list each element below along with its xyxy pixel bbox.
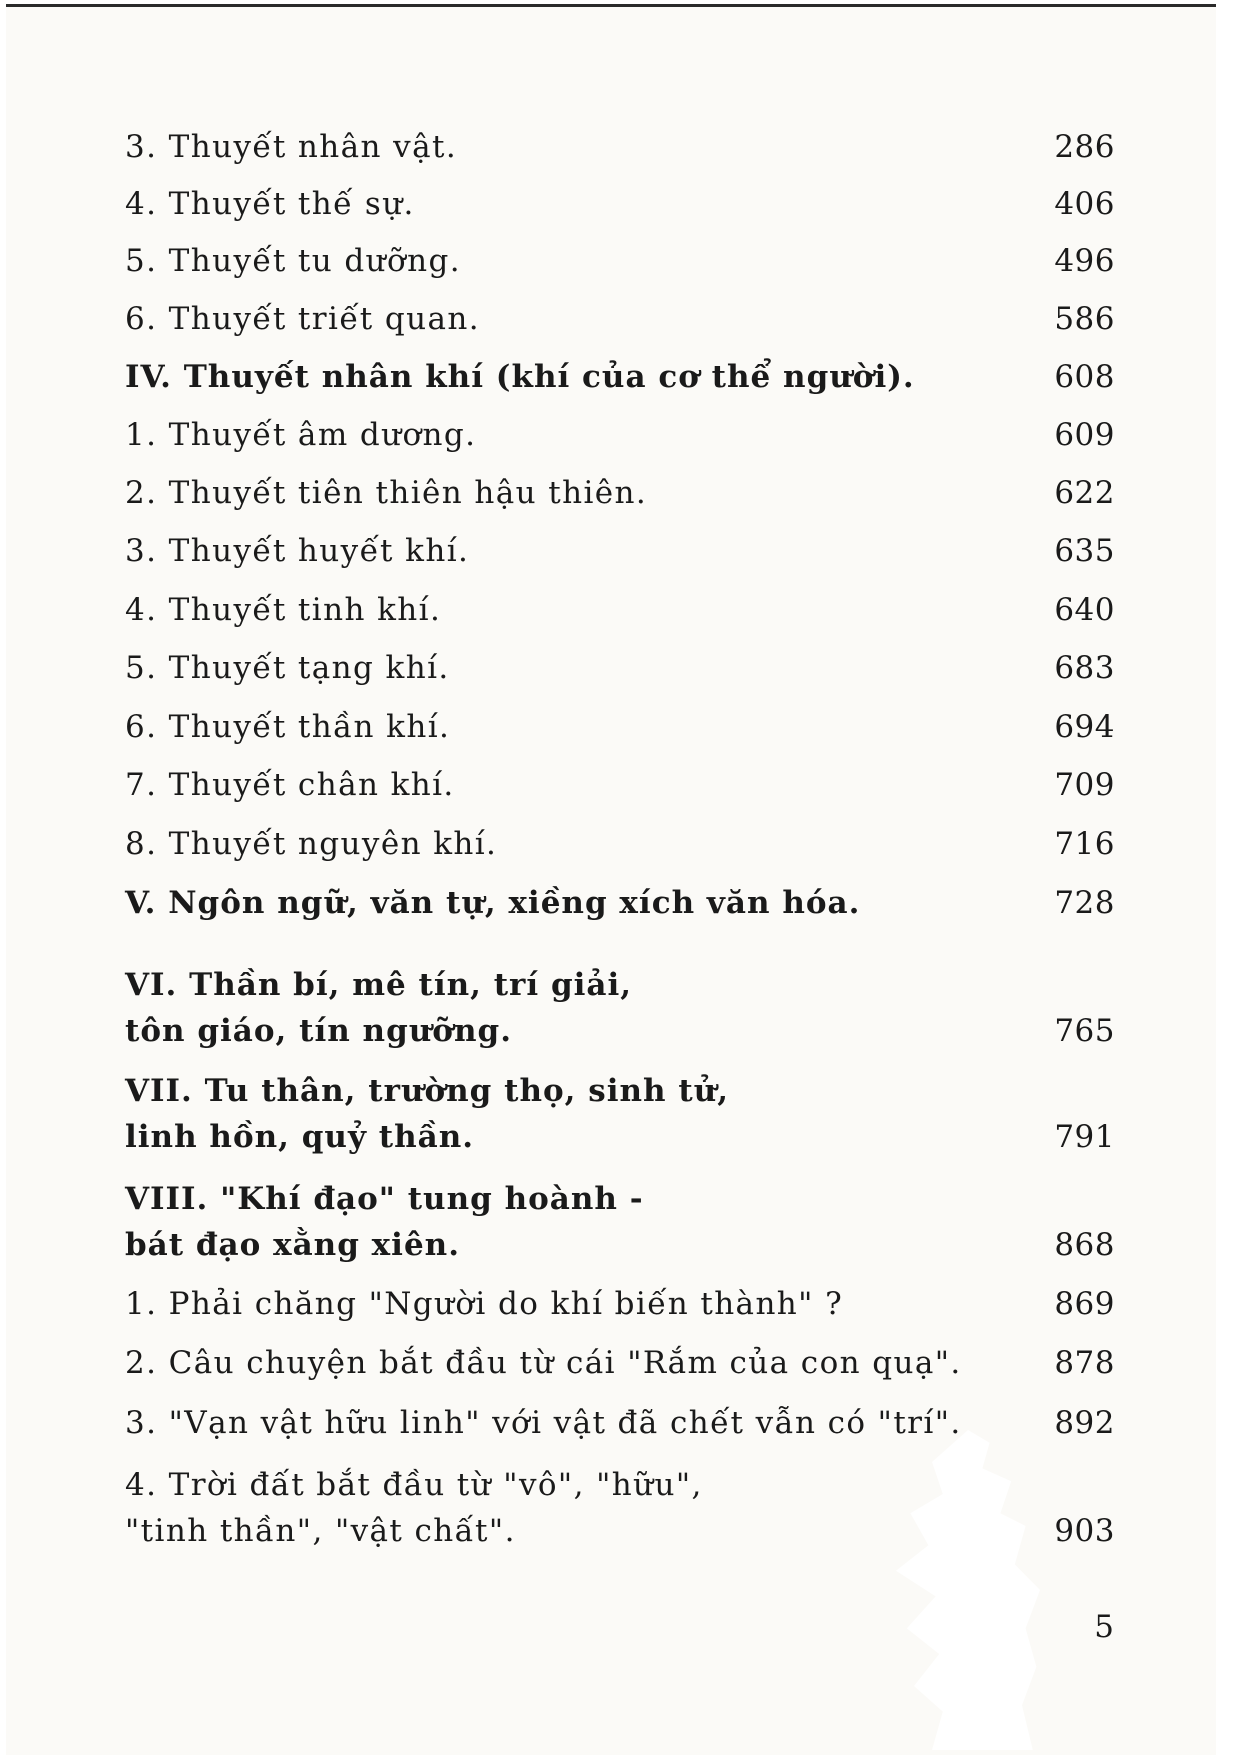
toc-entry-page: 622 — [1054, 475, 1115, 511]
toc-entry-page: 709 — [1054, 767, 1115, 803]
toc-entry-title: 7. Thuyết chân khí. — [125, 767, 455, 803]
toc-section-heading — [125, 880, 1115, 926]
toc-entry-title: 6. Thuyết triết quan. — [125, 301, 481, 337]
toc-entry-title: 5. Thuyết tu dưỡng. — [125, 243, 461, 279]
toc-entry-page: 728 — [1054, 885, 1115, 921]
toc-entry — [125, 1281, 1115, 1327]
toc-entry-page: 694 — [1054, 709, 1115, 745]
toc-entry-page: 765 — [1054, 1013, 1115, 1049]
toc-entry — [125, 181, 1115, 227]
toc-entry-page: 496 — [1054, 243, 1115, 279]
toc-entry-page: 868 — [1054, 1227, 1115, 1263]
toc-entry-title: 4. Trời đất bắt đầu từ "vô", "hữu", "tinh thần", "vật chất". — [125, 1467, 703, 1549]
toc-entry — [125, 762, 1115, 808]
toc-section-heading — [125, 1176, 1115, 1268]
toc-entry-page: 791 — [1054, 1119, 1115, 1155]
toc-entry-page: 586 — [1054, 301, 1115, 337]
toc-entry — [125, 238, 1115, 284]
toc-entry-page: 683 — [1054, 650, 1115, 686]
toc-entry-title: 2. Câu chuyện bắt đầu từ cái "Rắm của con quạ". — [125, 1345, 962, 1381]
toc-entry — [125, 296, 1115, 342]
toc-section-heading — [125, 354, 1115, 400]
toc-entry-page: 609 — [1054, 417, 1115, 453]
toc-entry-page: 903 — [1054, 1513, 1115, 1549]
toc-entry — [125, 587, 1115, 633]
toc-entry-title: 4. Thuyết thế sự. — [125, 186, 415, 222]
toc-entry-page: 608 — [1054, 359, 1115, 395]
toc-entry-title: 5. Thuyết tạng khí. — [125, 650, 450, 686]
toc-entry-title: 3. Thuyết nhân vật. — [125, 129, 458, 165]
toc-entry — [125, 704, 1115, 750]
toc-entry — [125, 1340, 1115, 1386]
toc-entry-title: VI. Thần bí, mê tín, trí giải, tôn giáo, tín ngưỡng. — [125, 967, 633, 1049]
toc-section-heading — [125, 1068, 1115, 1160]
toc-entry-title: 2. Thuyết tiên thiên hậu thiên. — [125, 475, 648, 511]
toc-entry-page: 635 — [1054, 533, 1115, 569]
toc-entry — [125, 528, 1115, 574]
toc-entry-title: 3. "Vạn vật hữu linh" với vật đã chết vẫn có "trí". — [125, 1405, 962, 1441]
toc-entry-page: 640 — [1054, 592, 1115, 628]
toc-entry-title: V. Ngôn ngữ, văn tự, xiềng xích văn hóa. — [125, 885, 861, 921]
toc-entry-title: IV. Thuyết nhân khí (khí của cơ thể người). — [125, 359, 915, 395]
toc-entry — [125, 470, 1115, 516]
toc-entry-title: 1. Phải chăng "Người do khí biến thành" ? — [125, 1286, 844, 1322]
toc-entry-page: 716 — [1054, 826, 1115, 862]
toc-entry-page: 406 — [1054, 186, 1115, 222]
toc-entry-page: 878 — [1054, 1345, 1115, 1381]
toc-entry-title: VIII. "Khí đạo" tung hoành - bát đạo xằng xiên. — [125, 1181, 644, 1263]
toc-entry-title: 8. Thuyết nguyên khí. — [125, 826, 498, 862]
toc-entry-page: 286 — [1054, 129, 1115, 165]
toc-entry-title: 1. Thuyết âm dương. — [125, 417, 477, 453]
toc-entry-title: 4. Thuyết tinh khí. — [125, 592, 442, 628]
toc-entry — [125, 412, 1115, 458]
toc-entry — [125, 124, 1115, 170]
toc-entry-title: 3. Thuyết huyết khí. — [125, 533, 470, 569]
toc-entry-title: VII. Tu thân, trường thọ, sinh tử, linh hồn, quỷ thần. — [125, 1073, 730, 1155]
toc-section-heading — [125, 962, 1115, 1054]
toc-entry-page: 869 — [1054, 1286, 1115, 1322]
toc-entry — [125, 645, 1115, 691]
page-number: 5 — [1094, 1609, 1114, 1645]
toc-entry-title: 6. Thuyết thần khí. — [125, 709, 451, 745]
toc-entry — [125, 821, 1115, 867]
toc-entry-page: 892 — [1054, 1405, 1115, 1441]
